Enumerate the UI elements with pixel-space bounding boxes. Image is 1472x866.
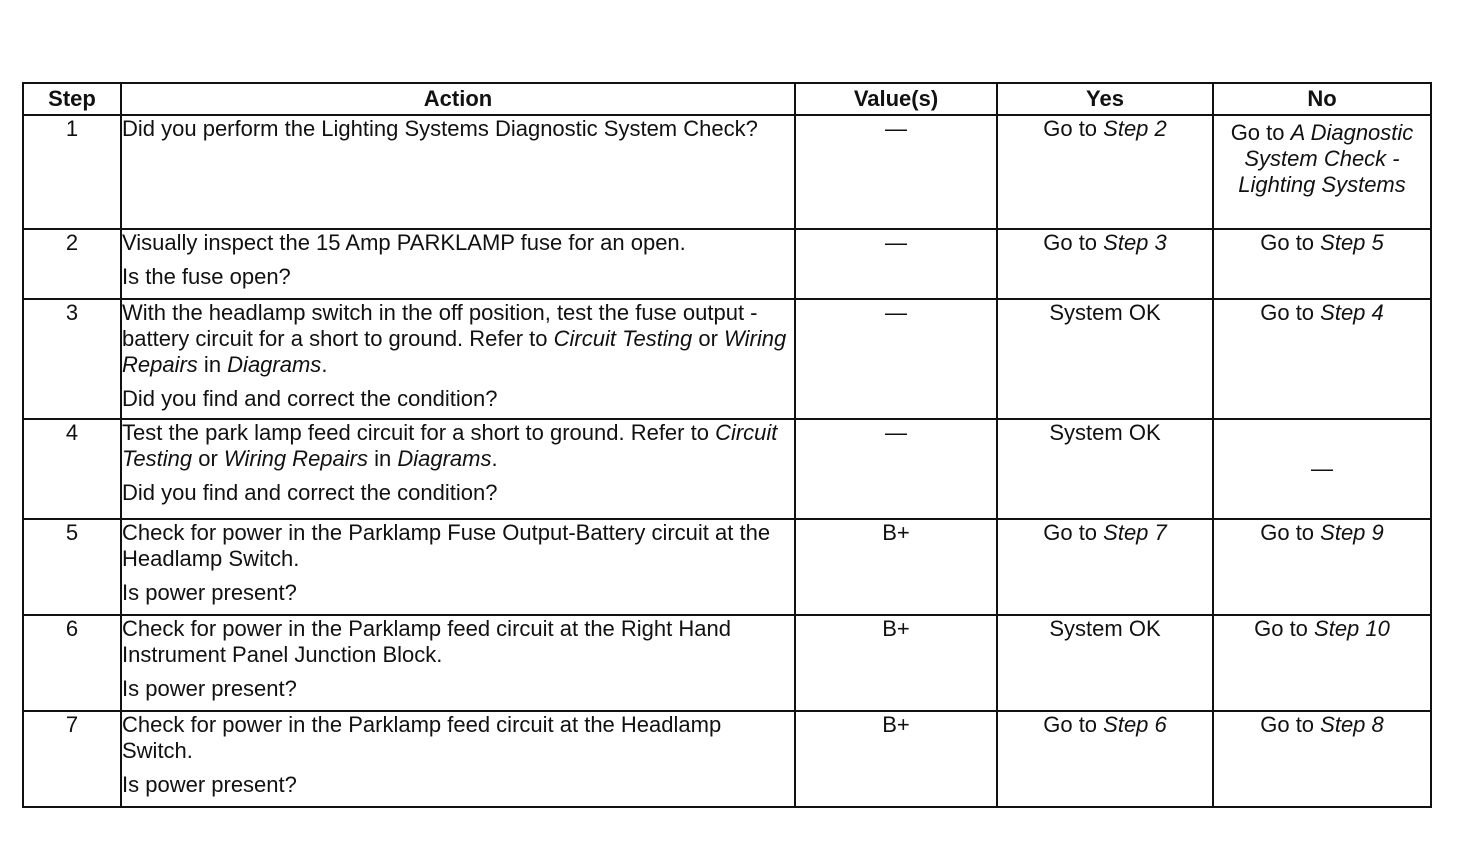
action-cell — [121, 711, 795, 807]
step-number: 4 — [23, 419, 121, 519]
no-prefix: Go to — [1230, 120, 1291, 145]
action-text-part: in — [368, 446, 398, 471]
action-text: Check for power in the Parklamp Fuse Output-Battery circuit at the Headlamp Switch. — [122, 520, 771, 571]
no-prefix: Go to — [1260, 230, 1321, 255]
diagnostic-table — [22, 82, 1432, 808]
no-cell — [1213, 519, 1431, 615]
value-cell: — — [795, 229, 997, 299]
yes-prefix: Go to — [1043, 520, 1104, 545]
no-cell — [1213, 299, 1431, 419]
no-prefix: Go to — [1254, 616, 1315, 641]
header-no: No — [1213, 83, 1431, 115]
step-number: 7 — [23, 711, 121, 807]
yes-prefix: Go to — [1043, 116, 1104, 141]
action-cell — [121, 115, 795, 229]
no-step-ref: Step 10 — [1314, 616, 1390, 641]
action-question: Is the fuse open? — [122, 264, 291, 289]
table-row — [23, 229, 1431, 299]
action-text-part: Test the park lamp feed circuit for a short to ground. Refer to — [122, 420, 716, 445]
ref-circuit-testing: Circuit Testing — [553, 326, 693, 351]
ref-diagrams: Diagrams — [397, 446, 492, 471]
action-cell — [121, 419, 795, 519]
step-number: 3 — [23, 299, 121, 419]
header-yes: Yes — [997, 83, 1213, 115]
no-step-ref: Step 5 — [1320, 230, 1384, 255]
header-values: Value(s) — [795, 83, 997, 115]
no-cell — [1213, 615, 1431, 711]
no-step-ref: Step 4 — [1320, 300, 1384, 325]
yes-cell — [997, 711, 1213, 807]
action-cell — [121, 615, 795, 711]
table-row — [23, 115, 1431, 229]
table-row — [23, 519, 1431, 615]
yes-cell: System OK — [997, 615, 1213, 711]
no-step-ref: A Diagnostic System Check - Lighting Systems — [1238, 120, 1414, 197]
step-number: 6 — [23, 615, 121, 711]
no-prefix: Go to — [1260, 300, 1321, 325]
action-question: Is power present? — [122, 676, 297, 701]
no-cell — [1213, 229, 1431, 299]
yes-cell: System OK — [997, 299, 1213, 419]
action-question: Is power present? — [122, 580, 297, 605]
yes-cell — [997, 229, 1213, 299]
value-cell: B+ — [795, 519, 997, 615]
action-question: Did you find and correct the condition? — [122, 386, 498, 411]
ref-wiring-repairs: Wiring Repairs — [223, 446, 368, 471]
step-number: 5 — [23, 519, 121, 615]
action-text-part: in — [197, 352, 228, 377]
value-cell: — — [795, 419, 997, 519]
table-row — [23, 711, 1431, 807]
action-text — [122, 300, 794, 378]
yes-step-ref: Step 3 — [1103, 230, 1167, 255]
action-cell — [121, 229, 795, 299]
yes-step-ref: Step 7 — [1103, 520, 1167, 545]
no-cell — [1213, 115, 1431, 229]
header-step: Step — [23, 83, 121, 115]
action-cell — [121, 299, 795, 419]
step-number: 2 — [23, 229, 121, 299]
yes-cell — [997, 519, 1213, 615]
action-text-part: With the headlamp switch in the off position, test the fuse output -battery circuit for a short to ground. Refer to — [122, 300, 758, 351]
action-text: Check for power in the Parklamp feed circuit at the Headlamp Switch. — [122, 712, 722, 763]
step-number: 1 — [23, 115, 121, 229]
no-prefix: Go to — [1260, 712, 1321, 737]
table-row — [23, 615, 1431, 711]
table-row — [23, 299, 1431, 419]
yes-step-ref: Step 6 — [1103, 712, 1167, 737]
no-step-ref: Step 9 — [1320, 520, 1384, 545]
action-question: Is power present? — [122, 772, 297, 797]
yes-prefix: Go to — [1043, 230, 1104, 255]
no-cell: — — [1213, 419, 1431, 519]
action-text-part: . — [491, 446, 498, 471]
action-cell — [121, 519, 795, 615]
no-step-ref: Step 8 — [1320, 712, 1384, 737]
no-prefix: Go to — [1260, 520, 1321, 545]
action-text-part: or — [192, 446, 224, 471]
action-text — [122, 420, 794, 472]
yes-prefix: Go to — [1043, 712, 1104, 737]
yes-cell: System OK — [997, 419, 1213, 519]
value-cell: — — [795, 299, 997, 419]
action-text: Visually inspect the 15 Amp PARKLAMP fuse for an open. — [122, 230, 686, 255]
action-text: Check for power in the Parklamp feed circuit at the Right Hand Instrument Panel Junction Block. — [122, 616, 731, 667]
header-action: Action — [121, 83, 795, 115]
ref-diagrams: Diagrams — [227, 352, 322, 377]
yes-step-ref: Step 2 — [1103, 116, 1167, 141]
header-row — [23, 83, 1431, 115]
value-cell: B+ — [795, 711, 997, 807]
value-cell: B+ — [795, 615, 997, 711]
no-cell — [1213, 711, 1431, 807]
ref-circuit-testing: Circuit Testing — [122, 420, 778, 471]
value-cell: — — [795, 115, 997, 229]
action-text-part: or — [692, 326, 725, 351]
action-text-part: . — [321, 352, 328, 377]
table-row — [23, 419, 1431, 519]
action-text: Did you perform the Lighting Systems Diagnostic System Check? — [122, 116, 758, 141]
action-question: Did you find and correct the condition? — [122, 480, 498, 505]
yes-cell — [997, 115, 1213, 229]
ref-wiring-repairs: Wiring Repairs — [122, 326, 787, 377]
